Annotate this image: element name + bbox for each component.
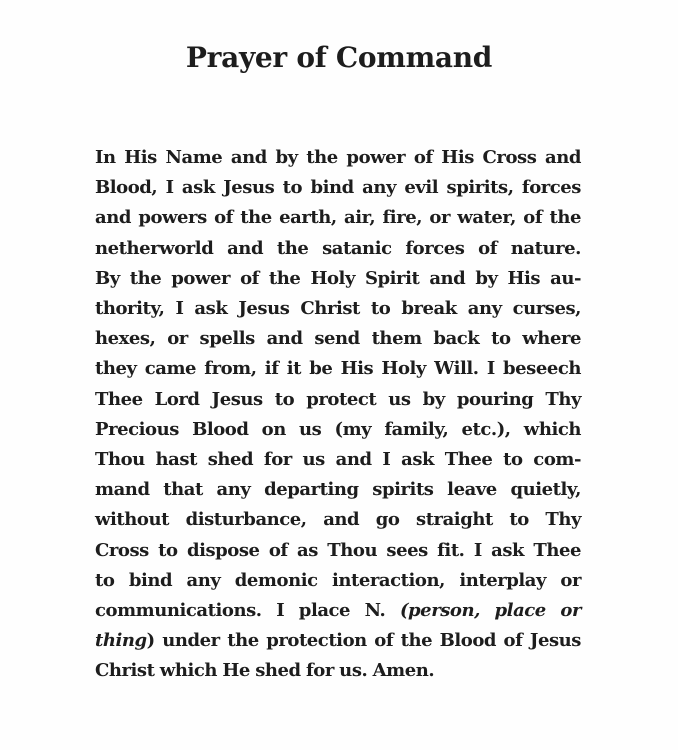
text-line: Cross to dispose of as Thou sees fit. I ask Thee [95,539,581,561]
text-line: without disturbance, and go straight to Thy [95,509,581,531]
text-line: By the power of the Holy Spirit and by His au- [95,267,581,289]
italic-segment: (person, place or [399,600,582,622]
text-line [95,626,581,656]
prayer-text [95,143,581,687]
text-segment: ) under the protection of the Blood of Jesus [146,630,581,652]
text-line: thority, I ask Jesus Christ to break any curses, [95,298,581,320]
text-line: In His Name and by the power of His Cross and [95,147,581,168]
text-line: Blood, I ask Jesus to bind any evil spirits, forces [95,177,581,199]
text-line: Christ which He shed for us. Amen. [95,660,435,682]
italic-segment: thing [95,630,147,652]
text-segment: communications. I place N. [95,600,400,622]
text-line: Precious Blood on us (my family, etc.), which [95,418,581,440]
text-line [95,596,581,626]
document-title: Prayer of Command [185,41,493,74]
text-line: Thou hast shed for us and I ask Thee to com- [95,449,581,471]
text-line: Thee Lord Jesus to protect us by pouring Thy [95,388,581,410]
text-line: netherworld and the satanic forces of nature. [95,237,581,259]
text-line: they came from, if it be His Holy Will. I beseech [95,358,581,380]
text-line: hexes, or spells and send them back to where [95,328,581,350]
text-line: mand that any departing spirits leave quietly, [95,479,581,501]
text-line: and powers of the earth, air, fire, or water, of the [95,207,581,229]
text-line: to bind any demonic interaction, interplay or [95,569,581,591]
